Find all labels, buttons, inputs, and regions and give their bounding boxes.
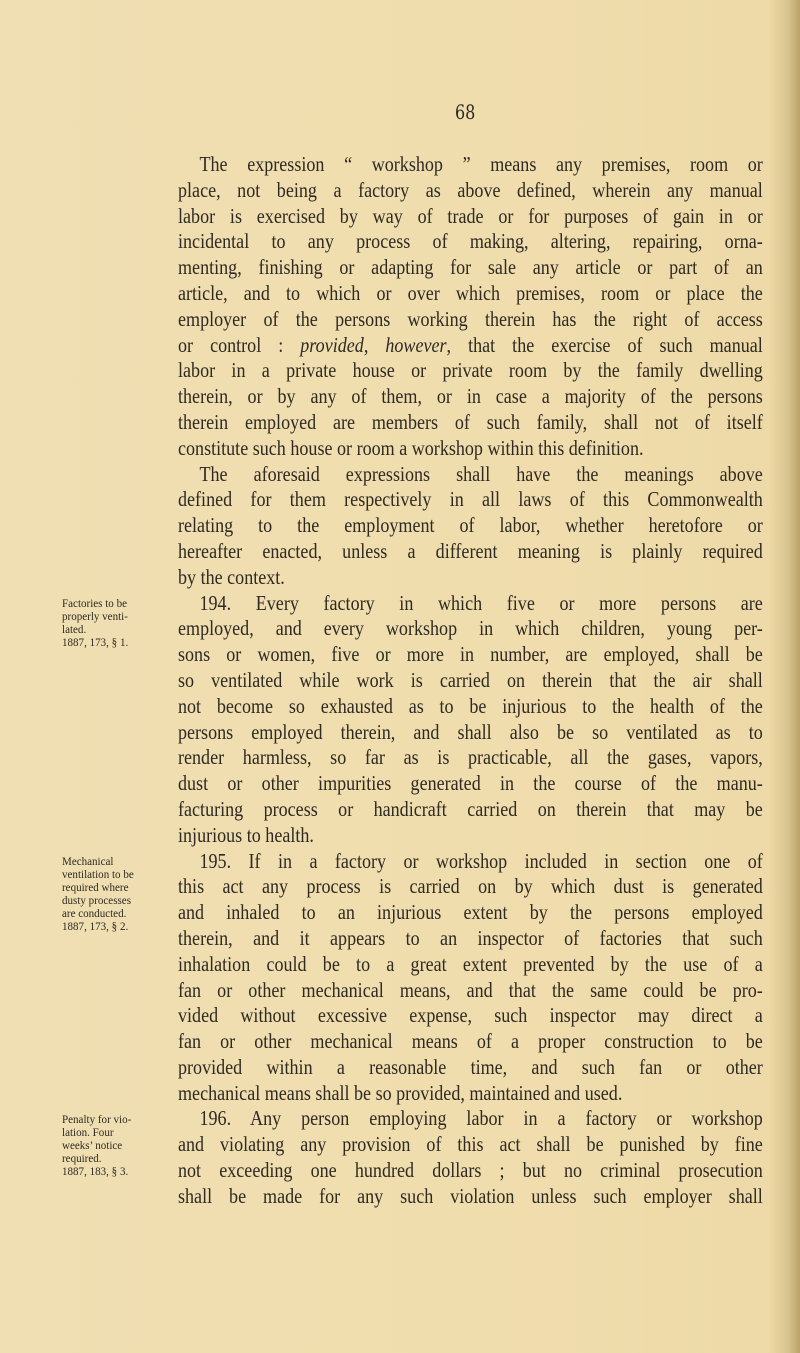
- text-line: fan or other mechanical means of a proper construction to be: [178, 1029, 763, 1054]
- text-line: 195. If in a factory or workshop included in section one of: [199, 848, 763, 873]
- text-line: so ventilated while work is carried on therein that the air shall: [178, 667, 763, 692]
- text-line: by the context.: [178, 564, 285, 589]
- margin-note-line: dusty processes: [62, 892, 131, 907]
- text-line: inhalation could be to a great extent prevented by the use of a: [178, 951, 763, 976]
- text-line: labor in a private house or private room by the family dwelling: [178, 358, 763, 383]
- italic-text: however: [385, 332, 447, 357]
- text-line: this act any process is carried on by which dust is generated: [178, 874, 763, 899]
- text-line: employer of the persons working therein has the right of access: [178, 306, 763, 331]
- paragraph: [178, 1106, 763, 1209]
- margin-note-line: required.: [62, 1150, 102, 1165]
- text-span: , that the exercise of such manual: [446, 332, 763, 357]
- text-line: 196. Any person employing labor in a factory or workshop: [199, 1106, 763, 1131]
- margin-note-line: are conducted.: [62, 905, 127, 920]
- text-line: [178, 333, 763, 359]
- text-line: hereafter enacted, unless a different meaning is plainly required: [178, 538, 763, 563]
- text-line: menting, finishing or adapting for sale any article or part of an: [178, 255, 763, 280]
- text-line: incidental to any process of making, altering, repairing, orna-: [178, 229, 763, 254]
- text-line: defined for them respectively in all laws of this Commonwealth: [178, 487, 763, 512]
- text-line: employed, and every workshop in which children, young per-: [178, 616, 763, 641]
- text-line: vided without excessive expense, such inspector may direct a: [178, 1003, 763, 1028]
- margin-note: [62, 1113, 172, 1178]
- margin-note-line: properly venti-: [62, 608, 128, 623]
- text-line: The aforesaid expressions shall have the meanings above: [199, 461, 763, 486]
- text-span: or control :: [178, 332, 301, 357]
- text-line: constitute such house or room a workshop within this definition.: [178, 435, 644, 460]
- margin-note-line: Mechanical: [62, 853, 114, 868]
- margin-note-line: 1887, 173, § 1.: [62, 634, 129, 649]
- paragraph: [178, 849, 763, 1107]
- margin-note-line: ventilation to be: [62, 866, 134, 881]
- margin-note-line: 1887, 173, § 2.: [62, 918, 129, 933]
- text-line: and inhaled to an injurious extent by the persons employed: [178, 900, 763, 925]
- text-line: therein employed are members of such family, shall not of itself: [178, 409, 763, 434]
- margin-note-line: lated.: [62, 621, 87, 636]
- text-line: mechanical means shall be so provided, maintained and used.: [178, 1080, 623, 1105]
- text-line: article, and to which or over which premises, room or place the: [178, 280, 763, 305]
- paragraph: [178, 591, 763, 849]
- text-line: persons employed therein, and shall also be so ventilated as to: [178, 719, 763, 744]
- text-line: dust or other impurities generated in the course of the manu-: [178, 771, 763, 796]
- text-line: sons or women, five or more in number, are employed, shall be: [178, 642, 763, 667]
- margin-note-line: weeks’ notice: [62, 1137, 123, 1152]
- margin-note-line: Penalty for vio-: [62, 1111, 132, 1126]
- page-body: [178, 152, 763, 1210]
- text-line: not become so exhausted as to be injurious to the health of the: [178, 693, 763, 718]
- text-line: not exceeding one hundred dollars ; but no criminal prosecution: [178, 1158, 763, 1183]
- margin-note: [62, 855, 172, 933]
- paragraph: [178, 462, 763, 591]
- text-line: therein, or by any of them, or in case a majority of the persons: [178, 384, 763, 409]
- italic-text: provided: [300, 332, 364, 357]
- margin-note: [62, 597, 172, 649]
- text-line: and violating any provision of this act shall be punished by fine: [178, 1132, 763, 1157]
- text-line: render harmless, so far as is practicable, all the gases, vapors,: [178, 745, 763, 770]
- text-line: The expression “ workshop ” means any premises, room or: [199, 152, 763, 176]
- text-line: place, not being a factory as above defined, wherein any manual: [178, 177, 763, 202]
- text-line: provided within a reasonable time, and such fan or other: [178, 1054, 763, 1079]
- paragraph: [178, 152, 763, 462]
- text-line: facturing process or handicraft carried on therein that may be: [178, 796, 763, 821]
- margin-note-line: 1887, 183, § 3.: [62, 1163, 129, 1178]
- text-line: relating to the employment of labor, whether heretofore or: [178, 513, 763, 538]
- margin-note-line: required where: [62, 879, 129, 894]
- margin-note-line: Factories to be: [62, 595, 128, 610]
- text-line: injurious to health.: [178, 822, 314, 847]
- text-line: 194. Every factory in which five or more persons are: [199, 590, 763, 615]
- text-line: shall be made for any such violation unless such employer shall: [178, 1183, 763, 1208]
- margin-note-line: lation. Four: [62, 1124, 114, 1139]
- text-line: labor is exercised by way of trade or for purposes of gain in or: [178, 203, 763, 228]
- text-span: ,: [363, 332, 386, 357]
- text-line: fan or other mechanical means, and that the same could be pro-: [178, 977, 763, 1002]
- page-number: 68: [455, 100, 476, 124]
- text-line: therein, and it appears to an inspector of factories that such: [178, 925, 763, 950]
